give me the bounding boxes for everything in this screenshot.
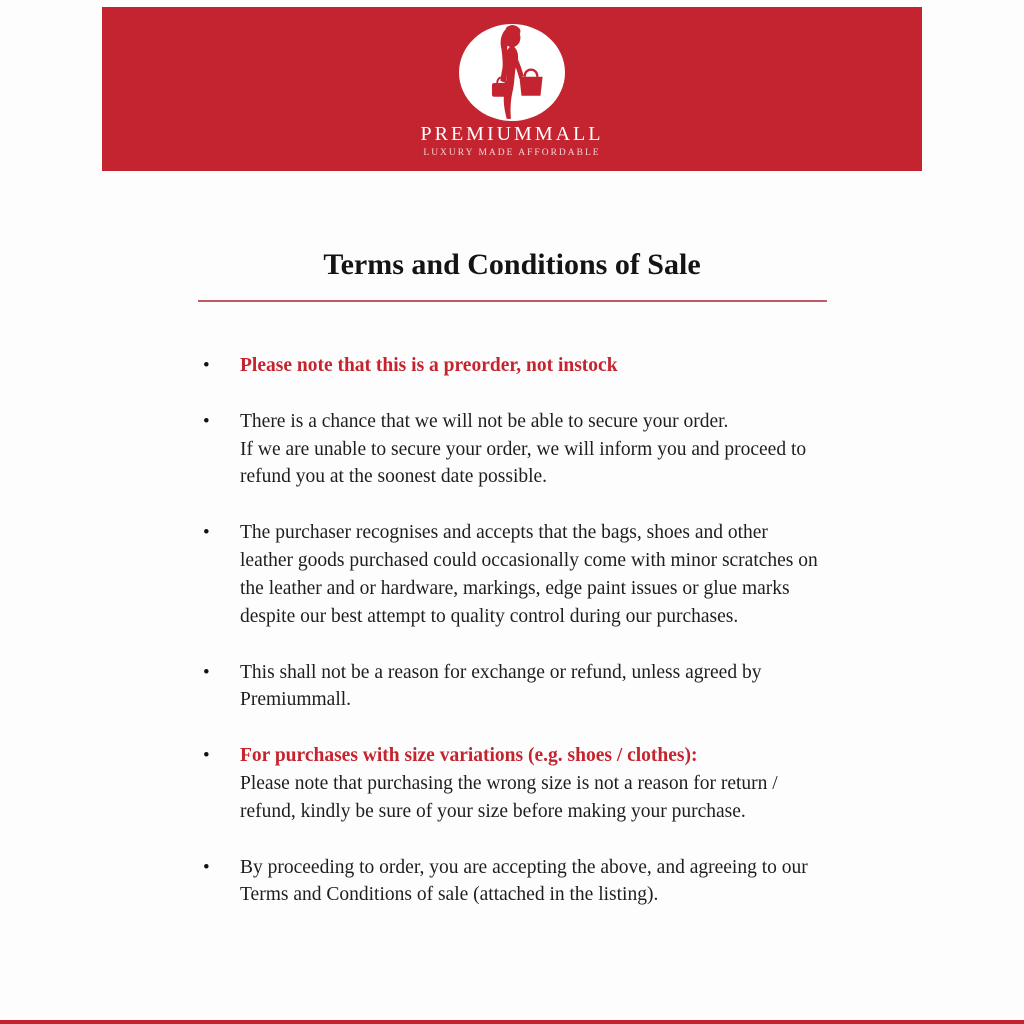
brand-header	[102, 7, 922, 171]
list-item	[203, 742, 863, 825]
brand-name: PREMIUMMALL	[420, 123, 604, 145]
brand-logo	[459, 24, 565, 121]
title-divider	[198, 300, 827, 302]
bullet-line: the leather and or hardware, markings, edge paint issues or glue marks	[240, 577, 790, 599]
list-item	[203, 659, 863, 714]
bullet-dot-icon: •	[203, 745, 210, 767]
bullet-text	[240, 519, 863, 630]
bullet-text	[240, 659, 863, 714]
page-title: Terms and Conditions of Sale	[323, 248, 701, 281]
bullet-line: leather goods purchased could occasionally come with minor scratches on	[240, 550, 818, 572]
brand-tagline: LUXURY MADE AFFORDABLE	[423, 148, 601, 158]
bullet-text	[240, 742, 863, 825]
bullet-line: despite our best attempt to quality control during our purchases.	[240, 605, 739, 627]
bullet-text	[240, 352, 863, 380]
bullet-dot-icon: •	[203, 355, 210, 376]
bullet-dot-icon: •	[203, 411, 210, 432]
bullet-text	[240, 408, 863, 491]
bullet-line: There is a chance that we will not be able to secure your order.	[240, 411, 729, 432]
list-item	[203, 352, 863, 380]
list-item	[203, 854, 863, 909]
bullet-line: This shall not be a reason for exchange or refund, unless agreed by	[240, 661, 762, 683]
bullet-line: refund, kindly be sure of your size before making your purchase.	[240, 800, 746, 822]
bullet-line: The purchaser recognises and accepts that the bags, shoes and other	[240, 522, 768, 544]
list-item	[203, 408, 863, 491]
bullet-line: For purchases with size variations (e.g. shoes / clothes):	[240, 745, 698, 767]
bullet-dot-icon: •	[203, 522, 210, 544]
bullet-dot-icon: •	[203, 661, 210, 683]
woman-shopper-icon	[459, 24, 565, 121]
bullet-line: Premiummall.	[240, 689, 352, 711]
bullet-text	[240, 854, 863, 909]
footer-accent-bar	[0, 1020, 1024, 1024]
bullet-line: Terms and Conditions of sale (attached in the listing).	[240, 884, 659, 906]
bullet-line: By proceeding to order, you are accepting the above, and agreeing to our	[240, 856, 808, 878]
bullet-line: Please note that purchasing the wrong size is not a reason for return /	[240, 772, 778, 794]
terms-list	[203, 352, 863, 937]
bullet-line: If we are unable to secure your order, we will inform you and proceed to	[240, 438, 807, 460]
list-item	[203, 519, 863, 630]
bullet-line: Please note that this is a preorder, not instock	[240, 355, 618, 376]
bullet-dot-icon: •	[203, 856, 210, 878]
bullet-line: refund you at the soonest date possible.	[240, 466, 548, 488]
